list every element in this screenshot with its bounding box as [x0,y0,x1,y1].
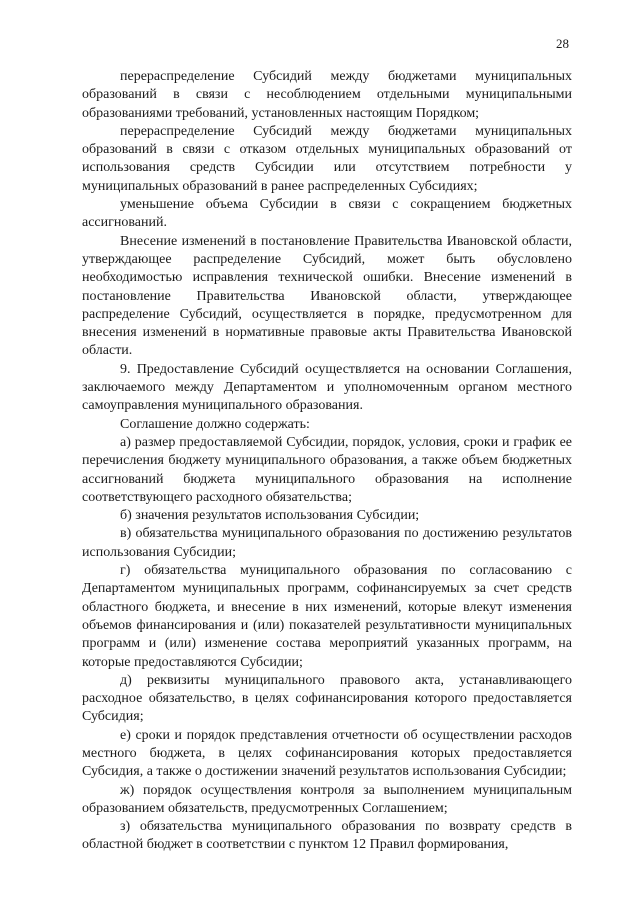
paragraph: уменьшение объема Субсидии в связи с сокращением бюджетных ассигнований. [82,197,572,231]
paragraph: в) обязательства муниципального образования по достижению результатов использования Субсидии; [82,526,572,560]
paragraph: Соглашение должно содержать: [120,416,310,432]
paragraph: ж) порядок осуществления контроля за выполнением муниципальным образованием обязательств, предусмотренных Соглашением; [82,782,572,816]
paragraph: а) размер предоставляемой Субсидии, порядок, условия, сроки и график ее перечисления бюджету муниципального образования, а также объем бюджетных ассигнований бюджета муниципального образования на исполнение соответствующего расходного обязательства; [82,434,572,505]
document-body [82,68,572,855]
paragraph: д) реквизиты муниципального правового акта, устанавливающего расходное обязательство, в целях софинансирования которого предоставляется Субсидия; [82,672,572,725]
paragraph: перераспределение Субсидий между бюджетами муниципальных образований в связи с несоблюдением отдельными муниципальными образованиями требований, установленных настоящим Порядком; [82,69,572,121]
paragraph: е) сроки и порядок представления отчетности об осуществлении расходов местного бюджета, в целях софинансирования которых предоставляется Субсидия, а также о достижении значений результатов использования Субсидии; [82,727,572,780]
paragraph: Внесение изменений в постановление Правительства Ивановской области, утверждающее распределение Субсидий, может быть обусловлено необходимостью исправления технической ошибки. Внесение изменений в постановление Правительства Ивановской области, утверждающее распределение Субсидий, осуществляется в порядке, предусмотренном для внесения изменений в нормативные правовые акты Правительства Ивановской области. [82,233,572,359]
paragraph: г) обязательства муниципального образования по согласованию с Департаментом муниципальных программ, софинансируемых за счет средств областного бюджета, и внесение в них изменений, которые влекут изменения объемов финансирования и (или) показателей результативности муниципальных программ и (или) изменение состава мероприятий указанных программ, на которые предоставляются Субсидии; [82,563,572,670]
paragraph: з) обязательства муниципального образования по возврату средств в областной бюджет в соответствии с пунктом 12 Правил формирования, [82,819,572,853]
paragraph: б) значения результатов использования Субсидии; [120,508,420,524]
paragraph: 9. Предоставление Субсидий осуществляется на основании Соглашения, заключаемого между Департаментом и уполномоченным органом местного самоуправления муниципального образования. [82,361,572,414]
page-number: 28 [556,36,569,51]
paragraph: перераспределение Субсидий между бюджетами муниципальных образований в связи с отказом отдельных муниципальных образований от использования средств Субсидии или отсутствием потребности у муниципальных образований в ранее распределенных Субсидиях; [82,123,572,194]
